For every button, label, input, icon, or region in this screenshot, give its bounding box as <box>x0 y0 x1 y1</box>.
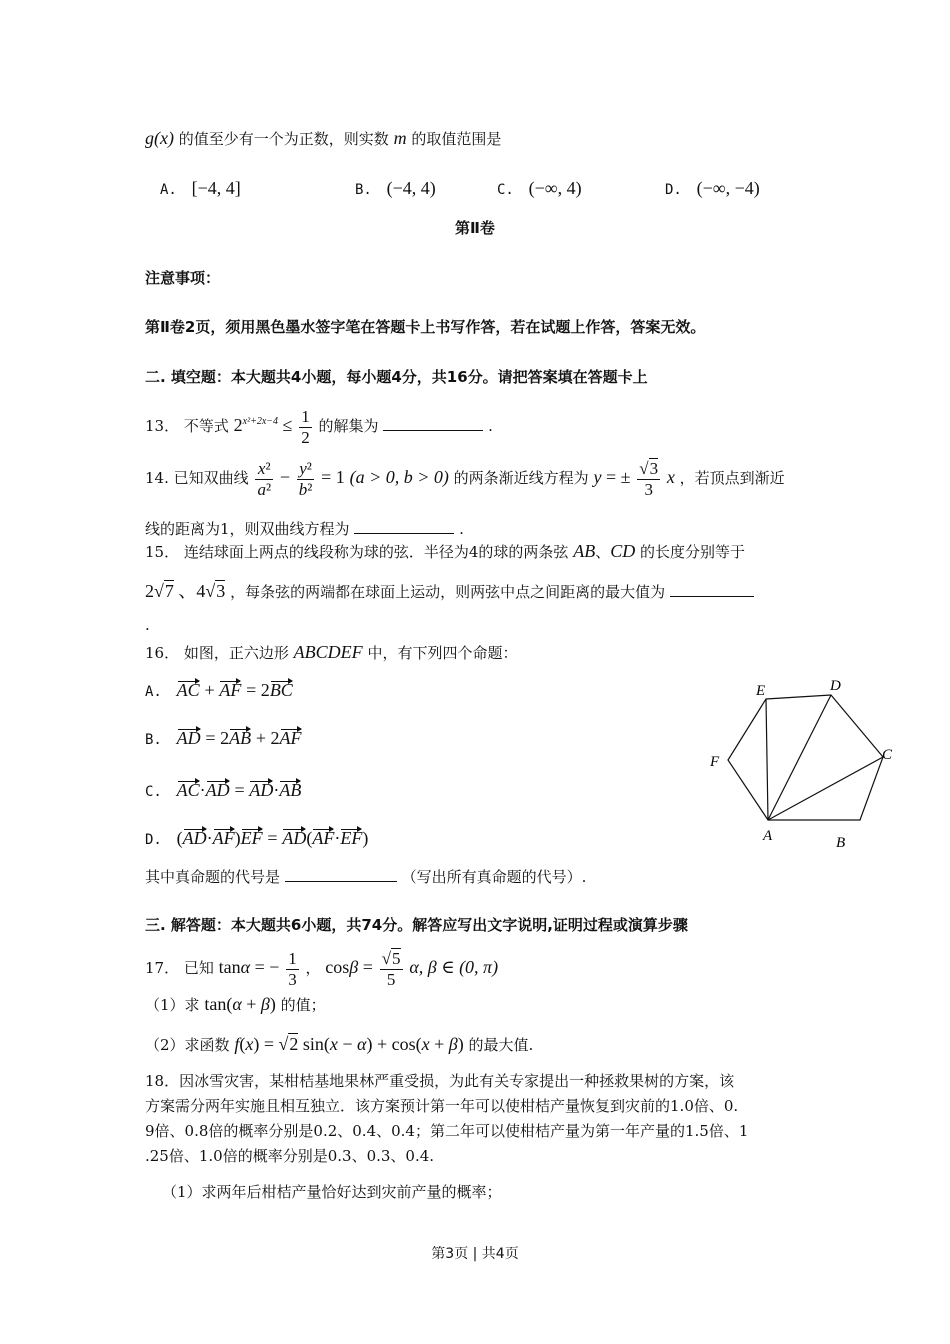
vertex-label-c: C <box>882 747 893 763</box>
q17-part1 <box>145 994 326 1015</box>
q15-number: 15． <box>145 543 180 561</box>
option-value: (−∞, 4) <box>528 178 582 198</box>
q15-lengths: 2√7 、4√3 <box>145 581 226 601</box>
q16-option-b: B. AD = 2AB + 2AF <box>145 728 302 748</box>
q17-p2-formula: f(x) = √2 sin(x − α) + cos(x + β) <box>234 1034 464 1054</box>
diagonal-ae <box>766 699 768 820</box>
notice-heading: 注意事项： <box>145 269 221 287</box>
q17-condition: α, β ∈ (0, π) <box>409 957 499 977</box>
q17-number: 17． <box>145 959 180 977</box>
q17-fraction-cos: $\frac{√5}{5}$ <box>381 948 401 989</box>
q13-fraction: $\frac{1}{2}$ <box>301 406 310 447</box>
q16-text-b: 中，有下列四个命题： <box>367 644 518 662</box>
q17-fraction-tan: $\frac{1}{3}$ <box>288 948 297 989</box>
q18-part1: （1）求两年后柑桔产量恰好达到灾前产量的概率； <box>162 1183 502 1201</box>
q13-formula: $2^{x^2+2x-4}$ ≤ <box>233 415 293 435</box>
q14-condition: (a > 0, b > 0) <box>349 467 449 487</box>
q18-line4: .25倍、1.0倍的概率分别是0.3、0.3、0.4. <box>145 1147 435 1165</box>
fill-in-heading: 二. 填空题：本大题共4小题，每小题4分，共16分。请把答案填在答题卡上 <box>145 368 648 386</box>
q16-stem <box>145 642 517 663</box>
q14-text-c: ，若顶点到渐近 <box>679 469 785 487</box>
q14-number: 14. <box>145 469 169 487</box>
solve-heading: 三. 解答题：本大题共6小题，共74分。解答应写出文字说明,证明过程或演算步骤 <box>145 916 688 934</box>
vertex-label-b: B <box>836 835 846 851</box>
hexagon-outline <box>728 695 883 820</box>
chord-cd: CD <box>610 541 636 561</box>
q14-end: . <box>459 520 464 538</box>
q14-text-a: 已知双曲线 <box>173 469 249 487</box>
hexagon-figure <box>700 670 900 855</box>
q15-line1 <box>145 541 745 562</box>
q14: 14. 已知双曲线 $\frac{\text{x²}}{\text{a²}}$ − $\frac{\text{y²}}{\text{b²}}$ = 1 (a > 0, b > 0) 的两条渐近线方程为 y = ± $\frac{√3}{3}$ x ，若顶点到渐近 <box>145 458 785 499</box>
q12-option-b <box>355 178 436 199</box>
q18-line3: 9倍、0.8倍的概率分别是0.2、0.4、0.4；第二年可以使柑桔产量为第一年产量的1.5倍、1 <box>145 1122 749 1140</box>
q13 <box>145 402 493 448</box>
q14-text-b: 的两条渐近线方程为 <box>453 469 589 487</box>
q17-stem: 17． 已知 tanα = − $\frac{1}{3}$ ， cosβ = $\frac{√5}{5}$ α, β ∈ (0, π) <box>145 948 499 989</box>
option-letter: C. <box>145 784 162 800</box>
g-of-x: g(x) <box>145 128 174 148</box>
q16-text-a: 如图，正六边形 <box>183 644 289 662</box>
diagonal-ad <box>768 695 831 820</box>
q14-line2-text: 线的距离为1，则双曲线方程为 <box>145 520 350 538</box>
q14-fraction-sqrt3: $\frac{√3}{3}$ <box>639 458 659 499</box>
vertex-label-a: A <box>763 828 773 844</box>
q16-answer-line <box>145 865 586 887</box>
notice-text: 第Ⅱ卷2页，须用黑色墨水签字笔在答题卡上书写作答，若在试题上作答，答案无效。 <box>145 318 706 336</box>
q16-number: 16． <box>145 644 180 662</box>
q17-p1-a: （1）求 <box>145 996 200 1014</box>
q12-stem <box>145 128 501 149</box>
hexagon-name: ABCDEF <box>293 642 363 662</box>
option-letter: D. <box>145 832 162 848</box>
q14-fraction-x: $\frac{\text{x²}}{\text{a²}}$ <box>257 458 272 499</box>
option-letter: A. <box>145 684 162 700</box>
q17-p2-a: （2）求函数 <box>145 1036 230 1054</box>
q17-p1-b: 的值； <box>280 996 326 1014</box>
q18-line1: 18．因冰雪灾害，某柑桔基地果林严重受损，为此有关专家提出一种拯救果树的方案，该 <box>145 1072 735 1090</box>
q14-asymptote: y = ± <box>593 467 631 487</box>
q13-number: 13． <box>145 417 180 435</box>
q16-option-a: A. AC + AF = 2BC <box>145 680 293 700</box>
q14-fraction-y: $\frac{\text{y²}}{\text{b²}}$ <box>298 458 313 499</box>
q16-option-d: D. (AD·AF)EF = AD(AF·EF) <box>145 828 369 848</box>
q13-end: . <box>488 417 493 435</box>
q13-text-a: 不等式 <box>183 417 229 435</box>
diagonal-ac <box>768 757 883 820</box>
q16-option-c: C. AC·AD = AD·AB <box>145 780 302 800</box>
vertex-label-e: E <box>756 683 766 699</box>
q15-answer-blank <box>670 580 754 597</box>
option-letter: C. <box>497 182 514 198</box>
option-letter: D. <box>665 182 682 198</box>
q16-answer-suffix: （写出所有真命题的代号）. <box>401 868 587 886</box>
option-value: [−4, 4] <box>191 178 241 198</box>
q13-text-b: 的解集为 <box>318 417 379 435</box>
option-value: (−4, 4) <box>386 178 436 198</box>
section-title: 第Ⅱ卷 <box>455 219 495 237</box>
option-letter: B. <box>145 732 162 748</box>
page-footer: 第3页 | 共4页 <box>431 1246 519 1262</box>
option-letter: A. <box>160 182 177 198</box>
q17-p1-formula: tan(α + β) <box>204 994 276 1014</box>
q17-text-a: 已知 <box>183 959 214 977</box>
q14-answer-blank <box>354 517 454 534</box>
q12-continuation2: 的取值范围是 <box>411 130 502 148</box>
vertex-label-d: D <box>830 678 841 694</box>
q14-line2 <box>145 517 464 539</box>
q12-continuation: 的值至少有一个为正数，则实数 <box>178 130 389 148</box>
option-letter: B. <box>355 182 372 198</box>
option-value: (−∞, −4) <box>696 178 760 198</box>
vertex-label-f: F <box>710 754 720 770</box>
q15-line3: . <box>145 616 150 634</box>
q16-answer-blank <box>285 865 397 882</box>
q15-line1-text: 连结球面上两点的线段称为球的弦．半径为4的球的两条弦 <box>183 543 569 561</box>
q18-line2: 方案需分两年实施且相互独立．该方案预计第一年可以使柑桔产量恢复到灾前的1.0倍、0. <box>145 1097 739 1115</box>
q17-p2-b: 的最大值. <box>468 1036 534 1054</box>
q15-sep: 、 <box>595 543 611 561</box>
chord-ab: AB <box>573 541 596 561</box>
var-m: m <box>393 128 407 148</box>
q12-option-a <box>160 178 241 199</box>
q16-answer-prefix: 其中真命题的代号是 <box>145 868 281 886</box>
q15-line1-end: 的长度分别等于 <box>640 543 746 561</box>
q15-line2-text: ，每条弦的两端都在球面上运动，则两弦中点之间距离的最大值为 <box>230 583 666 601</box>
q17-part2 <box>145 1034 533 1055</box>
q15-line2 <box>145 580 754 602</box>
q12-option-d <box>665 178 760 199</box>
q13-answer-blank <box>383 414 483 431</box>
q12-option-c <box>497 178 582 199</box>
